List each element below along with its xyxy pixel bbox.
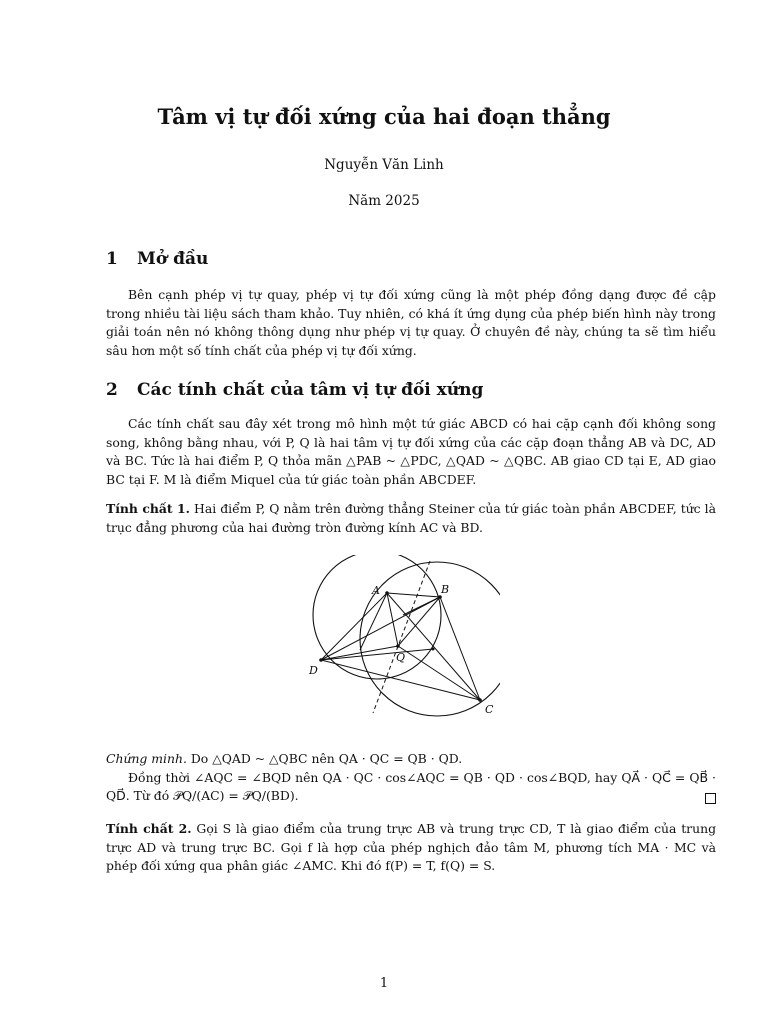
- label-b: B: [441, 583, 450, 596]
- section-1-title: Mở đầu: [137, 249, 209, 269]
- page-number: 1: [379, 976, 389, 991]
- qed-square: [705, 793, 716, 804]
- diagonal-ac: [387, 593, 480, 700]
- proof-line-1: Do △QAD ~ △QBC nên QA · QC = QB · QD.: [190, 751, 463, 766]
- steiner-line: [373, 561, 430, 713]
- property-2-text: Gọi S là giao điểm của trung trực AB và trung trực CD, T là giao điểm của trung trực AD và trung trực BC. Gọi f là hợp của phép nghịch đảo tâm M, phương tích MA · MC và phép đối xứng qua phân giác ∠AMC. Khi đó f(P) = T, f(Q) = S.: [106, 821, 716, 873]
- point-d: [319, 658, 323, 662]
- author: Nguyễn Văn Linh: [324, 157, 444, 173]
- geometry-figure: [300, 555, 500, 725]
- label-a: A: [372, 584, 380, 597]
- label-d: D: [309, 664, 318, 677]
- label-c: C: [485, 703, 494, 716]
- label-q: Q: [396, 651, 406, 664]
- section-1-number: 1: [106, 249, 118, 269]
- property-1: [106, 500, 716, 537]
- property-2-label: Tính chất 2.: [106, 821, 192, 836]
- construction-line-3: [403, 597, 440, 615]
- section-2-body: Các tính chất sau đây xét trong mô hình một tứ giác ABCD có hai cặp cạnh đối không song song, không bằng nhau, với P, Q là hai tâm vị tự đối xứng của các cặp đoạn thẳng AB và DC, AD và BC. Tức là hai điểm P, Q thỏa mãn △PAB ~ △PDC, △QAD ~ △QBC. AB giao CD tại E, AD giao BC tại F. M là điểm Miquel của tứ giác toàn phần ABCDEF.: [106, 416, 716, 487]
- segment-qb: [398, 597, 440, 646]
- paper-title: Tâm vị tự đối xứng của hai đoạn thẳng: [157, 104, 611, 129]
- construction-line-2: [360, 593, 387, 650]
- section-2-number: 2: [106, 380, 118, 400]
- section-2-heading: [106, 380, 483, 400]
- point-c: [478, 698, 482, 702]
- date: Năm 2025: [348, 193, 420, 209]
- section-1-body: Bên cạnh phép vị tự quay, phép vị tự đối xứng cũng là một phép đồng dạng được đề cập trong nhiều tài liệu sách tham khảo. Tuy nhiên, có khá ít ứng dụng của phép biến hình này trong giải toán nên nó không thông dụng như phép vị tự quay. Ở chuyên đề này, chúng ta sẽ tìm hiểu sâu hơn một số tính chất của phép vị tự đối xứng.: [106, 287, 716, 358]
- section-1-heading: [106, 249, 208, 269]
- segment-qa: [387, 593, 398, 646]
- property-1-text: Hai điểm P, Q nằm trên đường thẳng Steiner của tứ giác toàn phần ABCDEF, tức là trục đẳng phương của hai đường tròn đường kính AC và BD.: [106, 501, 716, 535]
- proof-label: Chứng minh.: [106, 751, 187, 766]
- proof-line-2: Đồng thời ∠AQC = ∠BQD nên QA · QC · cos∠AQC = QB · QD · cos∠BQD, hay QA⃗ · QC⃗ = QB⃗ · QD⃗. Từ đó 𝒫Q/(AC) = 𝒫Q/(BD).: [106, 769, 716, 803]
- point-q: [396, 644, 400, 648]
- point-mid: [432, 648, 435, 651]
- point-a: [385, 591, 389, 595]
- section-2-title: Các tính chất của tâm vị tự đối xứng: [137, 380, 484, 400]
- proof: [106, 750, 716, 806]
- segment-qc: [398, 646, 480, 700]
- property-2: [106, 820, 716, 876]
- circle-diameter-ac: [313, 555, 441, 679]
- property-1-label: Tính chất 1.: [106, 501, 190, 516]
